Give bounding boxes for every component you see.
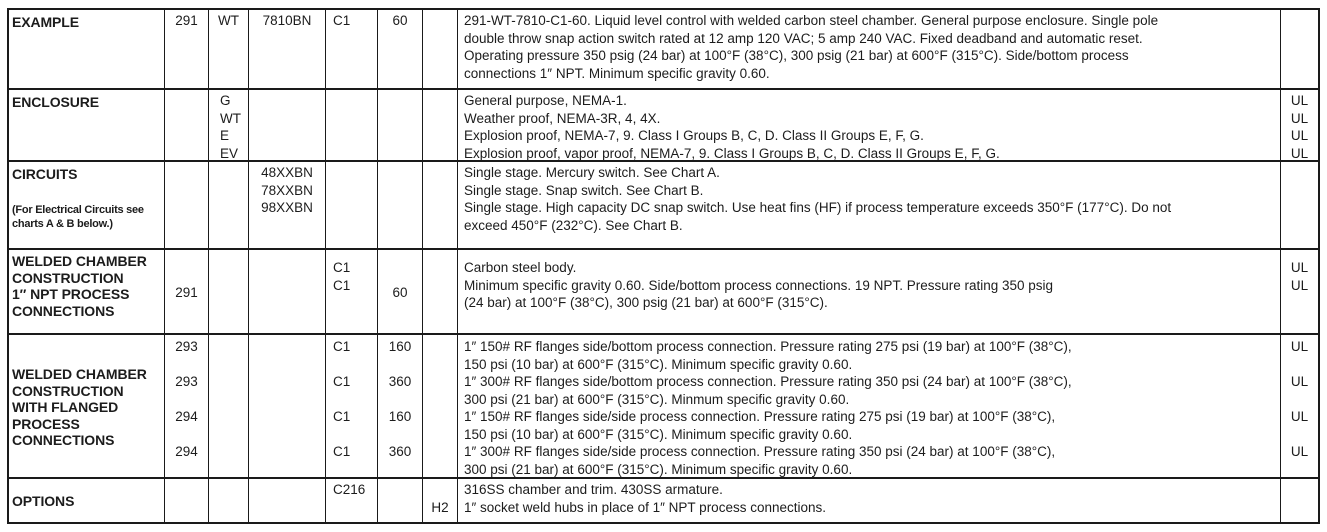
enclosure-code: WT: [220, 110, 241, 126]
row-label-line: CONSTRUCTION: [12, 382, 124, 399]
circuit-code: C216: [333, 482, 366, 497]
description-line: 316SS chamber and trim. 430SS armature.: [464, 482, 723, 497]
circuit-code-cell: [326, 10, 378, 88]
description-line: connections 1″ NPT. Minimum specific gravity 0.60.: [464, 65, 770, 81]
series-code: 291: [175, 13, 198, 28]
level-code-cell: [378, 335, 423, 477]
row-label-cell: [9, 250, 165, 333]
hub-code-cell-empty: [423, 90, 458, 160]
row-label-cell: [9, 162, 165, 248]
enclosure-code-cell: [209, 10, 249, 88]
row-label-cell: [9, 335, 165, 477]
model-code: 78XXBN: [261, 182, 313, 198]
level-code: 160: [388, 409, 412, 424]
description-line: 300 psi (21 bar) at 600°F (315°C). Minmum specific gravity 0.60.: [464, 391, 850, 407]
row-label: EXAMPLE: [12, 14, 79, 30]
series-code: 293: [175, 339, 198, 354]
ul-cell-empty: [1281, 162, 1318, 248]
description-line: Explosion proof, vapor proof, NEMA-7, 9. Class I Groups B, C, D. Class II Groups E, F, G.: [464, 145, 1000, 160]
level-code-cell-empty: [378, 479, 423, 522]
description-line: (24 bar) at 100°F (38°C), 300 psig (21 bar) at 600°F (315°C).: [464, 295, 828, 310]
circuit-code: C1: [333, 260, 351, 275]
description-line: 1″ socket weld hubs in place of 1″ NPT process connections.: [464, 499, 827, 515]
description-line: Single stage. High capacity DC snap switch. Use heat fins (HF) if process temperature exceeds 350°F (177°C). Do not: [464, 200, 1172, 215]
ul-listing-mark: UL: [1290, 110, 1309, 126]
row-label-line: WELDED CHAMBER: [12, 366, 147, 383]
model-number-spec-table: [7, 8, 1320, 524]
table-row-welded-flanged: [9, 335, 1318, 479]
table-row-circuits: [9, 162, 1318, 250]
circuit-code: C1: [333, 444, 351, 459]
hub-code-cell-empty: [423, 10, 458, 88]
level-code-cell: [378, 250, 423, 333]
table-row-welded-npt: [9, 250, 1318, 335]
level-code: 60: [392, 13, 408, 28]
description-line: 150 psi (10 bar) at 600°F (315°C). Minimum specific gravity 0.60.: [464, 356, 853, 372]
ul-cell-empty: [1281, 479, 1318, 522]
row-label: ENCLOSURE: [12, 94, 99, 110]
row-label-line: WELDED CHAMBER: [12, 253, 147, 269]
description-line: Explosion proof, NEMA-7, 9. Class I Groups B, C, D. Class II Groups E, F, G.: [464, 128, 924, 143]
hub-code-cell-empty: [423, 162, 458, 248]
ul-listing-mark: UL: [1290, 128, 1309, 143]
description-line: General purpose, NEMA-1.: [464, 93, 627, 108]
enclosure-code: G: [220, 93, 231, 108]
table-row-enclosure: [9, 90, 1318, 162]
circuit-code: C1: [333, 13, 351, 28]
description-cell: [458, 479, 1281, 522]
enclosure-code-cell-empty: [209, 250, 249, 333]
series-code-cell-empty: [165, 162, 209, 248]
circuit-code-cell: [326, 250, 378, 333]
description-line: 1″ 150# RF flanges side/bottom process connection. Pressure rating 275 psi (19 bar) at 100°F (38°C),: [464, 339, 1072, 354]
level-code: 160: [388, 339, 412, 354]
enclosure-code-cell: [209, 90, 249, 160]
row-label-note-line: (For Electrical Circuits see: [12, 203, 144, 216]
row-label-line: CONNECTIONS: [12, 302, 115, 319]
level-code: 360: [388, 374, 412, 389]
level-code: 360: [388, 444, 412, 459]
circuit-code-cell-empty: [326, 90, 378, 160]
circuit-code-cell: [326, 479, 378, 522]
description-line: Single stage. Mercury switch. See Chart A.: [464, 165, 720, 180]
series-code-cell-empty: [165, 90, 209, 160]
row-label-cell: [9, 479, 165, 522]
ul-cell: [1281, 335, 1318, 477]
model-code-cell-empty: [249, 479, 326, 522]
description-line: exceed 450°F (232°C). See Chart B.: [464, 217, 683, 233]
table-row-options: [9, 479, 1318, 522]
enclosure-code-cell-empty: [209, 335, 249, 477]
row-label-note-line: charts A & B below.): [12, 218, 113, 230]
series-code-cell: [165, 10, 209, 88]
circuit-code-cell-empty: [326, 162, 378, 248]
series-code-cell: [165, 250, 209, 333]
description-line: Carbon steel body.: [464, 260, 577, 275]
series-code-cell-empty: [165, 479, 209, 522]
enclosure-code: WT: [218, 13, 239, 28]
level-code: 60: [392, 284, 408, 300]
enclosure-code-cell-empty: [209, 479, 249, 522]
level-code-cell-empty: [378, 90, 423, 160]
series-code: 293: [175, 374, 198, 389]
row-label-cell: [9, 10, 165, 88]
series-code-cell: [165, 335, 209, 477]
model-code-cell-empty: [249, 335, 326, 477]
description-cell: [458, 162, 1281, 248]
description-line: Operating pressure 350 psig (24 bar) at 100°F (38°C), 300 psig (21 bar) at 600°F (315°C). Side/bottom process: [464, 48, 1129, 63]
enclosure-code: E: [220, 128, 230, 143]
description-line: Weather proof, NEMA-3R, 4, 4X.: [464, 110, 661, 126]
description-cell: [458, 90, 1281, 160]
ul-listing-mark: UL: [1290, 260, 1309, 275]
ul-listing-mark: UL: [1290, 339, 1309, 354]
description-cell: [458, 250, 1281, 333]
model-code: 48XXBN: [261, 165, 313, 180]
circuit-code: C1: [333, 409, 351, 424]
row-label-line: WITH FLANGED: [12, 399, 119, 416]
description-cell: [458, 335, 1281, 477]
model-code: 98XXBN: [261, 200, 313, 215]
model-code: 7810BN: [262, 13, 312, 28]
description-cell: [458, 10, 1281, 88]
description-line: double throw snap action switch rated at 12 amp 120 VAC; 5 amp 240 VAC. Fixed deadband and automatic reset.: [464, 30, 1143, 46]
model-code-cell: [249, 162, 326, 248]
ul-listing-mark: UL: [1290, 145, 1309, 160]
ul-listing-mark: UL: [1290, 93, 1309, 108]
ul-listing-mark: UL: [1290, 444, 1309, 459]
spacer: [423, 481, 457, 499]
description-line: 1″ 300# RF flanges side/side process connection. Pressure rating 350 psi (24 bar) at 100°F (38°C),: [464, 444, 1056, 459]
table-row-example: [9, 10, 1318, 90]
description-line: Minimum specific gravity 0.60. Side/bottom process connections. 19 NPT. Pressure rating 350 psig: [464, 277, 1054, 293]
description-line: 291-WT-7810-C1-60. Liquid level control with welded carbon steel chamber. General purpose enclosure. Single pole: [464, 13, 1159, 28]
description-line: Single stage. Snap switch. See Chart B.: [464, 182, 704, 198]
model-code-cell: [249, 10, 326, 88]
circuit-code: C1: [333, 374, 351, 389]
row-label-line: PROCESS: [12, 415, 80, 432]
hub-code-cell-empty: [423, 335, 458, 477]
level-code-cell: [378, 10, 423, 88]
hub-code-cell: [423, 479, 458, 522]
circuit-code: C1: [333, 277, 351, 293]
ul-listing-mark: UL: [1290, 374, 1309, 389]
description-line: 1″ 300# RF flanges side/bottom process connection. Pressure rating 350 psi (24 bar) at 100°F (38°C),: [464, 374, 1072, 389]
enclosure-code: EV: [220, 145, 239, 160]
row-label: OPTIONS: [12, 493, 75, 510]
hub-code-cell-empty: [423, 250, 458, 333]
circuit-code: C1: [333, 339, 351, 354]
row-label: CIRCUITS: [12, 166, 78, 182]
ul-listing-mark: UL: [1290, 277, 1309, 293]
level-code-cell-empty: [378, 162, 423, 248]
circuit-code-cell: [326, 335, 378, 477]
description-line: 1″ 150# RF flanges side/side process connection. Pressure rating 275 psi (19 bar) at 100°F (38°C),: [464, 409, 1056, 424]
row-label-line: CONNECTIONS: [12, 432, 115, 449]
ul-listing-mark: UL: [1290, 409, 1309, 424]
series-code: 291: [175, 284, 198, 300]
ul-cell: [1281, 250, 1318, 333]
series-code: 294: [175, 409, 198, 424]
row-label-line: CONSTRUCTION: [12, 269, 124, 286]
description-line: 300 psi (21 bar) at 600°F (315°C). Minimum specific gravity 0.60.: [464, 461, 853, 477]
ul-cell-empty: [1281, 10, 1318, 88]
ul-cell: [1281, 90, 1318, 160]
model-code-cell-empty: [249, 250, 326, 333]
row-label-cell: [9, 90, 165, 160]
description-line: 150 psi (10 bar) at 600°F (315°C). Minimum specific gravity 0.60.: [464, 426, 853, 442]
hub-code: H2: [431, 499, 449, 515]
enclosure-code-cell-empty: [209, 162, 249, 248]
model-code-cell-empty: [249, 90, 326, 160]
series-code: 294: [175, 444, 198, 459]
row-label-line: 1″ NPT PROCESS: [12, 286, 130, 302]
